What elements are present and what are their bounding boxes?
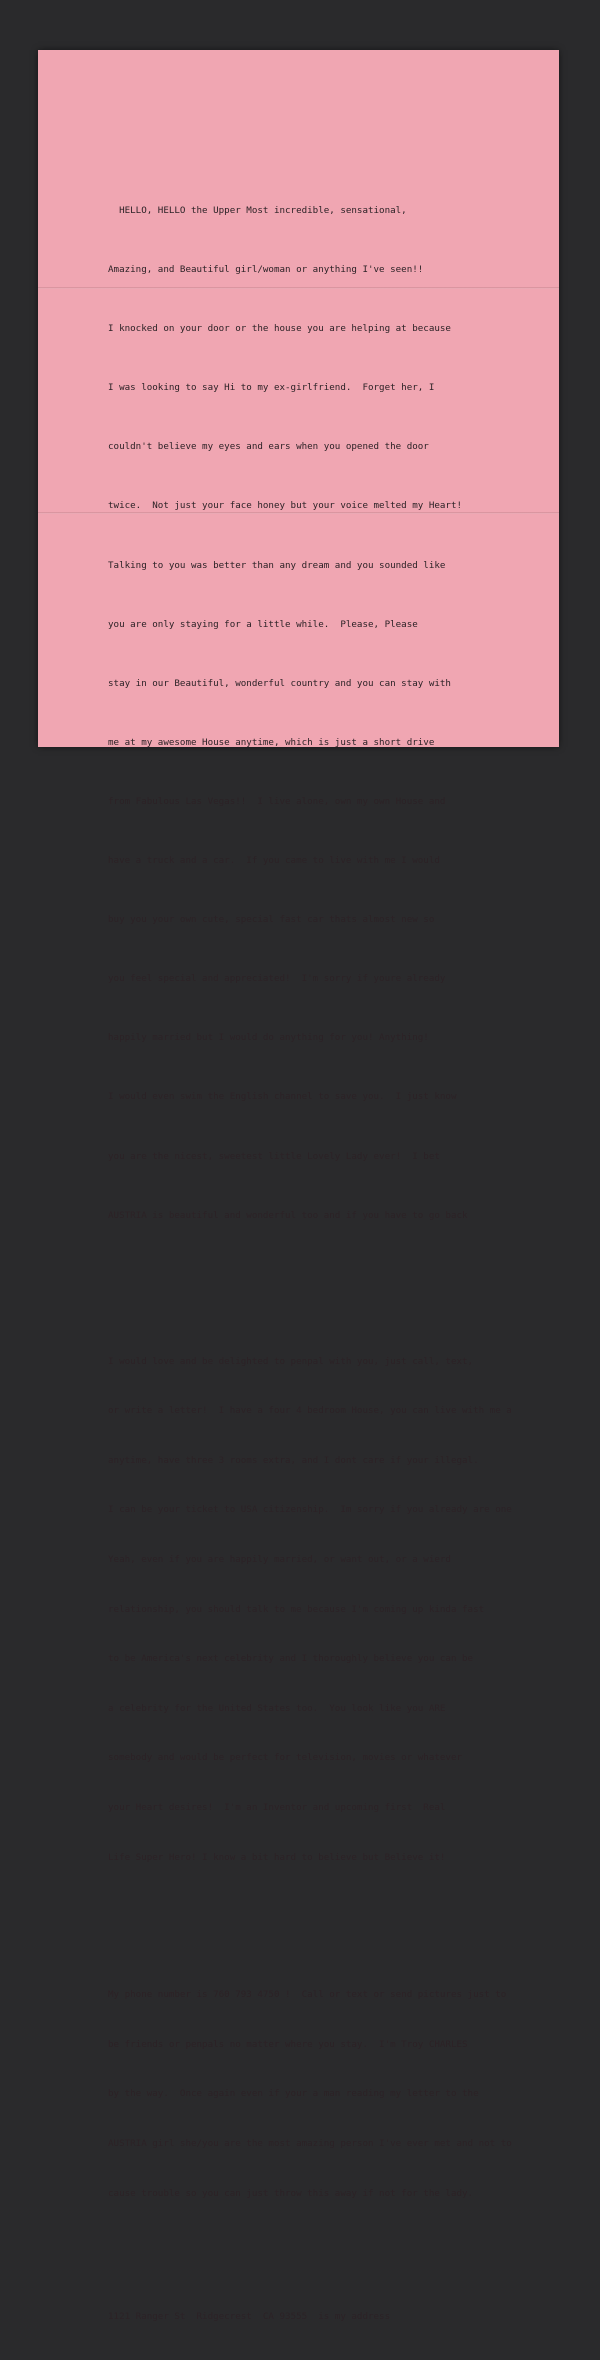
letter-line: Yeah, even if you are happily married, or want out, or a wierd (108, 1554, 451, 1566)
letter-line: I was looking to say Hi to my ex-girlfriend. Forget her, I (108, 382, 435, 394)
letter-line: cause trouble so you can just throw this away if not for the lady. (108, 2187, 474, 2199)
letter-body (108, 124, 512, 2360)
letter-line: your Heart desires! I'm an Inventor and upcoming first Real (108, 1802, 446, 1814)
letter-line: I can be your ticket to USA citizenship. Im sorry if you already are one (108, 1504, 512, 1516)
letter-line: or write a letter! I have a four 4 bedroom House, you can live with me a (108, 1405, 512, 1417)
letter-line: twice. Not just your face honey but your voice melted my Heart! (108, 500, 463, 512)
address-line: 1121 Ranger St Ridgecrest CA 93555 is my address (108, 2311, 391, 2323)
letter-line: I knocked on your door or the house you are helping at because (108, 323, 451, 335)
letter-line: to be America's next celebrity and I thoroughly believe you can be (108, 1653, 474, 1665)
letter-line: I would love and be delighted to penpal with you, just call, text, (108, 1355, 474, 1367)
letter-line: be friends or penpals no matter where you stay. I'm Troy CHARLES (108, 2038, 468, 2050)
letter-line: My phone number is 760 793 4750 ! Call or text or send pictures just to (108, 1989, 507, 2001)
letter-line: Life Super Hero! I know a bit hard to believe but Believe it! (108, 1851, 446, 1863)
letter-line: from Fabulous Las Vegas!! I live alone, own my own House and (108, 795, 446, 807)
paragraph-gap (108, 1920, 512, 1932)
letter-line: I would even swim the English channel to save you. I just know (108, 1091, 457, 1103)
letter-section-2 (108, 1318, 512, 2238)
letter-line: me at my awesome House anytime, which is just a short drive (108, 736, 435, 748)
letter-line: Talking to you was better than any dream and you sounded like (108, 559, 446, 571)
letter-line: anytime, have three 3 rooms extra, and I dont care if your illegal. (108, 1454, 479, 1466)
letter-line: have a truck and a car. If you came to live with me I would (108, 855, 440, 867)
letter-line: somebody and would be perfect for television, movies or whatever (108, 1752, 463, 1764)
letter-line: happily married but I would do anything for you! Anything! (108, 1032, 429, 1044)
letter-line: HELLO, HELLO the Upper Most incredible, sensational, (108, 205, 407, 216)
letter-section-1 (108, 162, 512, 1264)
letter-paper (38, 50, 559, 2323)
letter-line: you are only staying for a little while. Please, Please (108, 618, 418, 630)
letter-line: you are the nicest, sweetest little Lovely Lady ever! I bet (108, 1150, 440, 1162)
letter-line: couldn't believe my eyes and ears when you opened the door (108, 441, 429, 453)
letter-line: AUSTRIA girl she/you are the most amazing person I've ever met and not to (108, 2138, 512, 2149)
letter-line: stay in our Beautiful, wonderful country and you can stay with (108, 677, 451, 689)
letter-line: buy you your own cute, special fast car thats almost new so (108, 914, 435, 926)
letter-line: relationship, you should talk to me because I'm coming up kinda fast (108, 1603, 485, 1615)
letter-line: you feel special and appreciated! I'm sorry if youre already (108, 973, 446, 985)
letter-line: a celebrity for the United States too. You look like you ARE (108, 1702, 446, 1714)
letter-line: by the way. Once again even if your a man reading my letter to the (108, 2088, 479, 2100)
letter-line: Amazing, and Beautiful girl/woman or anything I've seen!! (108, 264, 424, 276)
letter-line: AUSTRIA is beautiful and wonderful too and if you have to go back (108, 1209, 468, 1221)
